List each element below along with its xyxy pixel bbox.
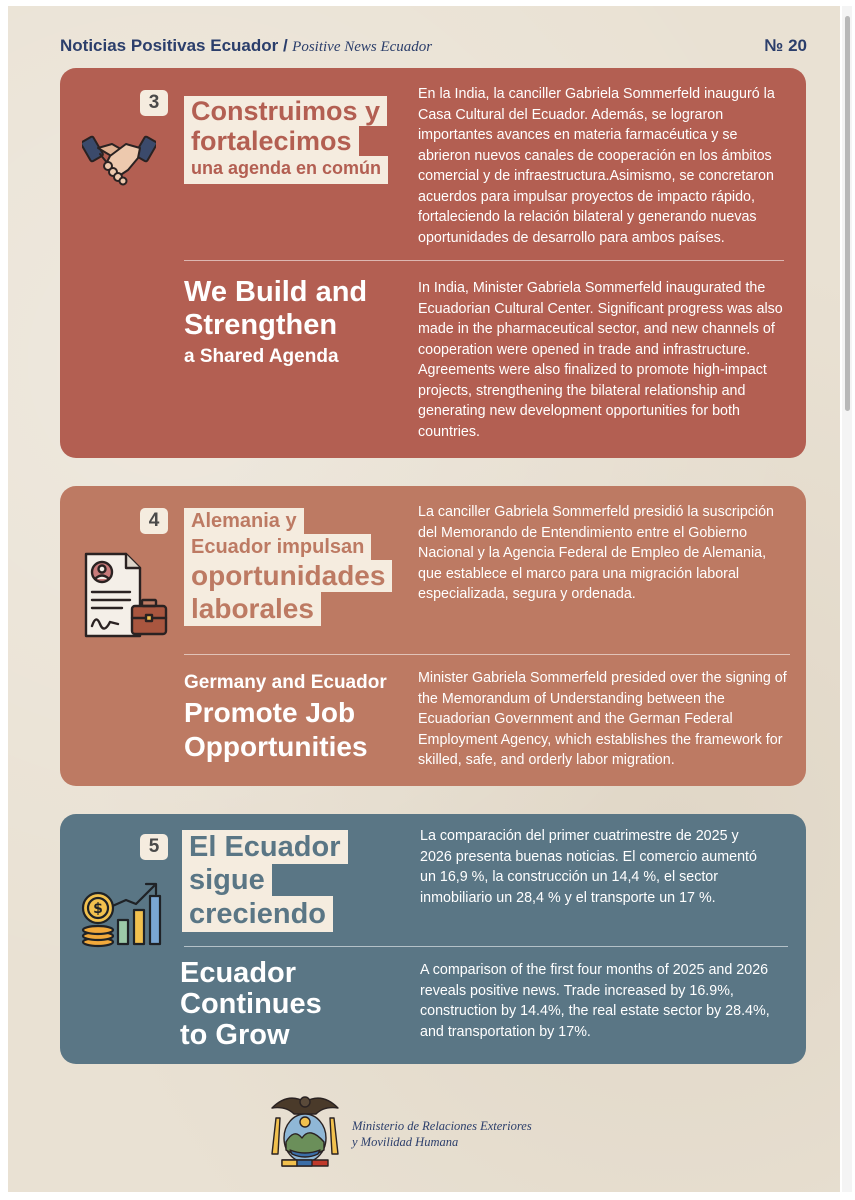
document-briefcase-icon: [82, 550, 170, 640]
ministry-name: Ministerio de Relaciones Exteriores y Movilidad Humana: [352, 1119, 532, 1149]
section-title-es: El Ecuador sigue creciendo: [182, 830, 348, 932]
section-number-badge: 4: [140, 508, 168, 534]
newsletter-header: [60, 36, 432, 56]
issue-number: № 20: [764, 36, 807, 55]
news-card-4: [60, 486, 806, 786]
growth-chart-coins-icon: [80, 878, 170, 948]
section-body-en: Minister Gabriela Sommerfeld presided over the signing of the Memorandum of Understanding between the Ecuadorian Government and the German Federal Employment Agency, which establishes the framework for skilled, safe, and orderly labor migration.: [418, 670, 787, 768]
section-body-en: In India, Minister Gabriela Sommerfeld inaugurated the Ecuadorian Cultural Center. Significant progress was also made in the pharmaceutical sector, and new channels of cooperation were opened in trade and infrastructure. Agreements were also finalized to promote high-impact projects, strengthening the bilateral relationship and generating new development opportunities for both countries.: [418, 280, 783, 440]
section-number-badge: 5: [140, 834, 168, 860]
section-divider: [184, 946, 788, 947]
svg-text:$: $: [93, 901, 103, 917]
section-body-es: La canciller Gabriela Sommerfeld presidió la suscripción del Memorando de Entendimiento entre el Gobierno Nacional y la Agencia Federal de Empleo de Alemania, que establece el marco para una migración laboral especializada, segura y ordenada.: [418, 504, 774, 602]
section-body-es: En la India, la canciller Gabriela Sommerfeld inauguró la Casa Cultural del Ecuador. Además, se lograron importantes avances en materia farmacéutica y se abrieron nuevos canales de cooperación en los ámbitos comercial y de infraestructura.Asimismo, se concretaron acuerdos para impulsar proyectos de impacto rápido, fortaleciendo la relación bilateral y generando nuevas oportunidades de desarrollo para ambos países.: [418, 86, 775, 246]
section-number-badge: 3: [140, 90, 168, 116]
section-body-es: La comparación del primer cuatrimestre de 2025 y 2026 presenta buenas noticias. El comercio aumentó un 16,9 %, la construcción un 14,4 %, el sector inmobiliario un 28,4 % y el transporte un 17 %.: [420, 828, 757, 906]
section-title-en: Germany and Ecuador Promote Job Opportunities: [184, 672, 387, 762]
section-title-en: We Build and Strengthen a Shared Agenda: [184, 276, 368, 367]
section-body-en: A comparison of the first four months of 2025 and 2026 reveals positive news. Trade increased by 16.9%, construction by 14.4%, the real estate sector by 28.4%, and transportation by 17%.: [420, 962, 770, 1040]
section-divider: [184, 654, 790, 655]
newsletter-subtitle: Positive News Ecuador: [292, 39, 433, 55]
section-divider: [184, 260, 784, 261]
section-title-en: Ecuador Continues to Grow: [180, 957, 322, 1051]
news-card-5: [60, 814, 806, 1064]
newsletter-title: Noticias Positivas Ecuador /: [60, 36, 288, 55]
ecuador-coat-of-arms-icon: [268, 1088, 342, 1172]
section-title-es: Alemania y Ecuador impulsan oportunidades laborales: [184, 508, 392, 626]
scrollbar-thumb[interactable]: [845, 16, 850, 411]
section-title-es: Construimos y fortalecimos una agenda en común: [184, 96, 388, 184]
handshake-icon: [82, 130, 156, 190]
news-card-3: [60, 68, 806, 458]
